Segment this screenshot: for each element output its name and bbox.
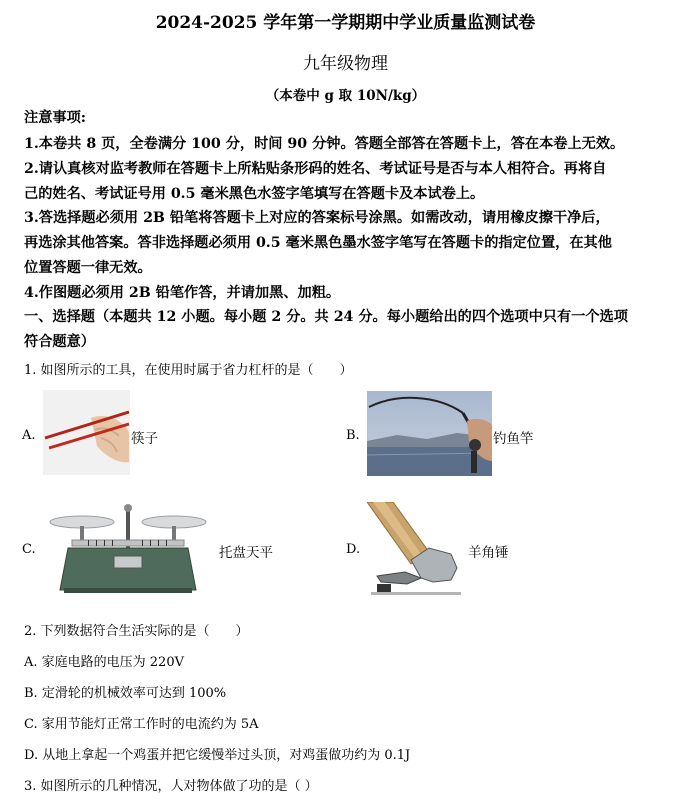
option-b-caption: 钓鱼竿 — [493, 431, 534, 447]
section-heading-line-2: 符合题意） — [24, 334, 95, 350]
question-2-stem: 2. 下列数据符合生活实际的是（ ） — [24, 624, 249, 639]
question-2-option-d: D. 从地上拿起一个鸡蛋并把它缓慢举过头顶，对鸡蛋做功约为 0.1J — [24, 748, 411, 763]
fishing-rod-image — [367, 391, 492, 476]
option-d-caption: 羊角锤 — [468, 545, 509, 561]
question-2-option-a: A. 家庭电路的电压为 220V — [24, 655, 184, 670]
section-heading-line-1: 一、选择题（本题共 12 小题。每小题 2 分。共 24 分。每小题给出的四个选项中只有一个选项 — [24, 309, 628, 325]
option-b-letter: B. — [346, 428, 360, 443]
question-1-stem: 1. 如图所示的工具，在使用时属于省力杠杆的是（ ） — [24, 363, 353, 378]
question-2-option-c: C. 家用节能灯正常工作时的电流约为 5A — [24, 717, 259, 732]
exam-note: （本卷中 g 取 10N/kg） — [265, 88, 426, 104]
question-2-option-b: B. 定滑轮的机械效率可达到 100% — [24, 686, 227, 701]
notice-line-1: 1.本卷共 8 页，全卷满分 100 分，时间 90 分钟。答题全部答在答题卡上，答在本卷上无效。 — [24, 136, 625, 152]
claw-hammer-image — [367, 502, 465, 595]
question-3-stem: 3. 如图所示的几种情况，人对物体做了功的是（ ） — [24, 779, 318, 794]
option-d-letter: D. — [346, 542, 361, 557]
option-a-letter: A. — [22, 428, 36, 443]
notice-line-6: 位置答题一律无效。 — [24, 260, 152, 276]
option-a-caption: 筷子 — [131, 431, 158, 447]
notice-line-4: 3.答选择题必须用 2B 铅笔将答题卡上对应的答案标号涂黑。如需改动，请用橡皮擦干净后， — [24, 210, 610, 226]
notice-line-7: 4.作图题必须用 2B 铅笔作答，并请加黑、加粗。 — [24, 285, 341, 301]
notice-line-2: 2.请认真核对监考教师在答题卡上所粘贴条形码的姓名、考试证号是否与本人相符合。再将自 — [24, 161, 607, 177]
balance-scale-image — [42, 502, 214, 597]
exam-title: 2024-2025 学年第一学期期中学业质量监测试卷 — [155, 13, 536, 33]
notice-line-3: 己的姓名、考试证号用 0.5 毫米黑色水签字笔填写在答题卡及本试卷上。 — [24, 186, 485, 202]
exam-subtitle: 九年级物理 — [303, 54, 388, 74]
notice-heading: 注意事项: — [24, 110, 86, 126]
notice-line-5: 再选涂其他答案。答非选择题必须用 0.5 毫米黑色墨水签字笔写在答题卡的指定位置，在其他 — [24, 235, 612, 251]
option-c-letter: C. — [22, 542, 36, 557]
chopsticks-image — [43, 390, 130, 475]
option-c-caption: 托盘天平 — [219, 545, 273, 561]
